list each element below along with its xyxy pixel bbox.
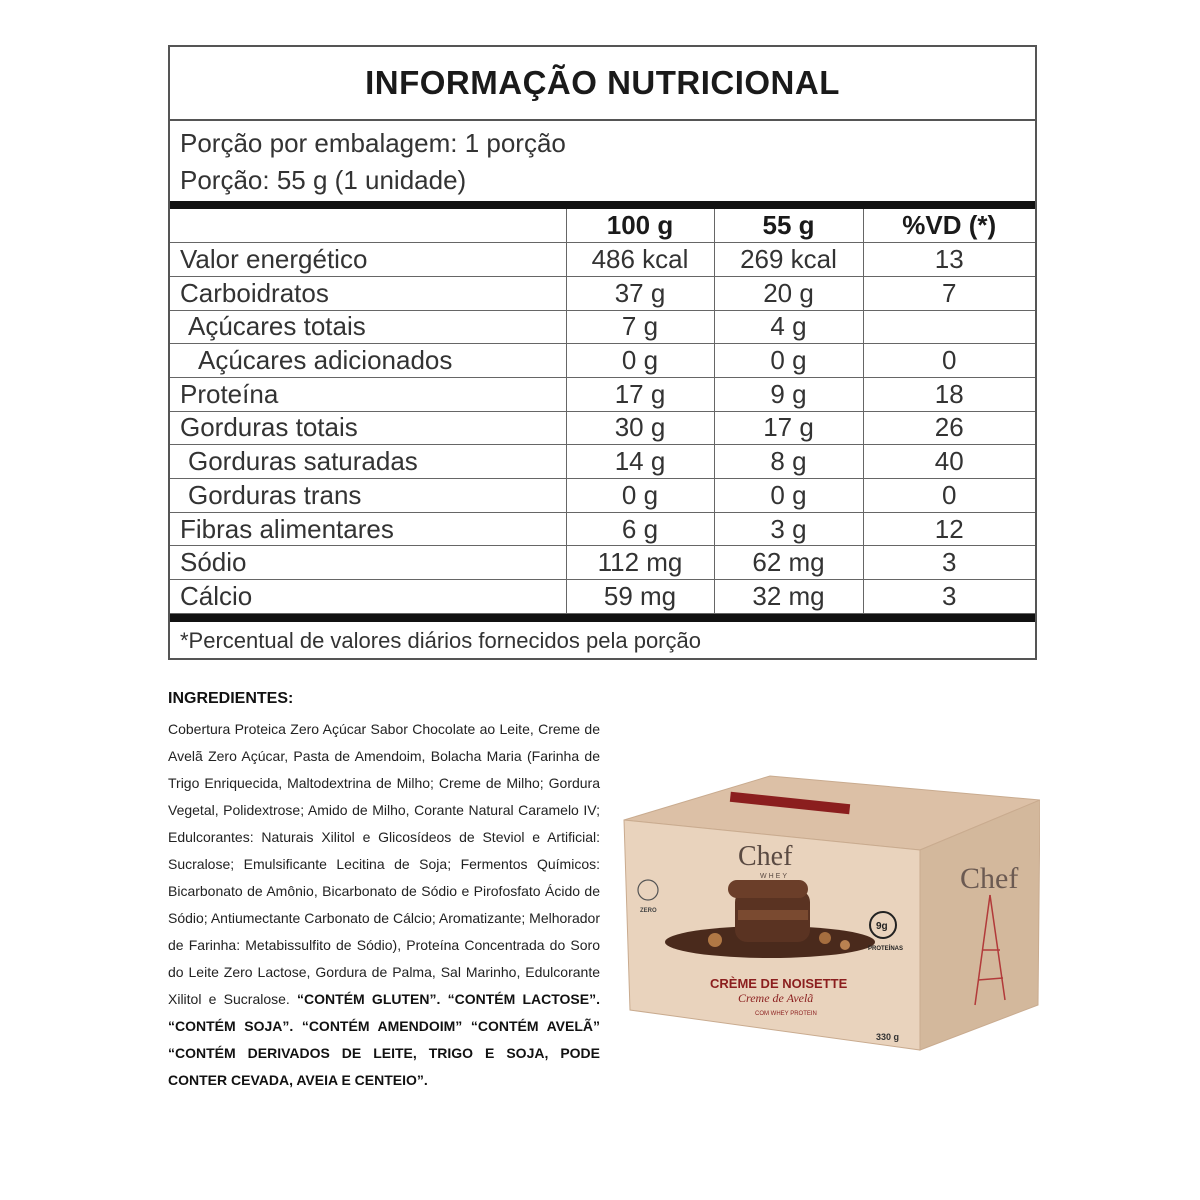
divider-bar-bottom	[170, 614, 1035, 622]
row-value-100g: 0 g	[566, 344, 714, 378]
row-value-100g: 37 g	[566, 276, 714, 310]
row-value-100g: 17 g	[566, 377, 714, 411]
product-name: CRÈME DE NOISETTE	[710, 976, 848, 991]
table-row	[170, 512, 1035, 546]
row-value-55g: 32 mg	[714, 580, 863, 614]
row-value-55g: 269 kcal	[714, 243, 863, 277]
row-value-55g: 20 g	[714, 276, 863, 310]
row-label: Gorduras totais	[170, 411, 566, 445]
hazelnut	[708, 933, 722, 947]
ingredients-section	[168, 690, 600, 1094]
row-value-55g: 9 g	[714, 377, 863, 411]
nutrition-footnote: *Percentual de valores diários fornecidos pela porção	[180, 627, 701, 653]
row-value-100g: 6 g	[566, 512, 714, 546]
row-value-100g: 30 g	[566, 411, 714, 445]
row-label: Fibras alimentares	[170, 512, 566, 546]
brand-sub: WHEY	[760, 873, 789, 880]
nutrition-table	[168, 45, 1037, 660]
allergen-warnings: “CONTÉM GLUTEN”. “CONTÉM LACTOSE”. “CONTÉM SOJA”. “CONTÉM AMENDOIM” “CONTÉM AVELÃ” “CONTÉM DERIVADOS DE LEITE, TRIGO E SOJA, PODE CONTER CEVADA, AVEIA E CENTEIO”.	[168, 991, 600, 1088]
row-label: Sódio	[170, 546, 566, 580]
ingredients-title: INGREDIENTES:	[168, 690, 294, 707]
brand-logo: Chef	[738, 841, 793, 872]
row-label: Carboidratos	[170, 276, 566, 310]
protein-amount: 9g	[876, 921, 888, 932]
table-header-row	[170, 209, 1035, 243]
row-value-vd: 26	[863, 411, 1035, 445]
row-value-55g: 4 g	[714, 310, 863, 344]
portion-info	[170, 121, 1035, 201]
table-row	[170, 377, 1035, 411]
table-row	[170, 243, 1035, 277]
row-value-100g: 14 g	[566, 445, 714, 479]
row-value-55g: 62 mg	[714, 546, 863, 580]
header-100g: 100 g	[566, 209, 714, 243]
row-value-vd: 3	[863, 580, 1035, 614]
row-value-vd: 0	[863, 479, 1035, 513]
ingredients-text	[168, 716, 600, 1094]
product-subtitle: Creme de Avelã	[738, 991, 814, 1005]
hazelnut	[819, 932, 831, 944]
row-value-vd: 18	[863, 377, 1035, 411]
protein-label: PROTEÍNAS	[868, 946, 904, 952]
row-value-100g: 486 kcal	[566, 243, 714, 277]
table-row	[170, 411, 1035, 445]
row-label: Gorduras saturadas	[170, 445, 566, 479]
row-value-55g: 0 g	[714, 479, 863, 513]
row-value-100g: 0 g	[566, 479, 714, 513]
header-vd: %VD (*)	[863, 209, 1035, 243]
row-value-55g: 17 g	[714, 411, 863, 445]
row-value-55g: 0 g	[714, 344, 863, 378]
row-value-vd: 7	[863, 276, 1035, 310]
portion-size: Porção: 55 g (1 unidade)	[180, 165, 467, 195]
portion-per-package: Porção por embalagem: 1 porção	[180, 128, 566, 158]
row-value-vd: 12	[863, 512, 1035, 546]
table-row	[170, 276, 1035, 310]
table-row	[170, 344, 1035, 378]
row-label: Proteína	[170, 377, 566, 411]
row-value-100g: 59 mg	[566, 580, 714, 614]
row-value-vd: 0	[863, 344, 1035, 378]
row-value-55g: 3 g	[714, 512, 863, 546]
row-value-55g: 8 g	[714, 445, 863, 479]
table-row	[170, 310, 1035, 344]
product-image	[620, 770, 1040, 1060]
table-row	[170, 580, 1035, 614]
table-row	[170, 445, 1035, 479]
net-weight: 330 g	[876, 1032, 900, 1042]
row-label: Açúcares totais	[170, 310, 566, 344]
row-value-vd: 3	[863, 546, 1035, 580]
row-value-100g: 7 g	[566, 310, 714, 344]
table-row	[170, 479, 1035, 513]
row-label: Cálcio	[170, 580, 566, 614]
header-55g: 55 g	[714, 209, 863, 243]
side-brand-logo: Chef	[960, 862, 1019, 895]
row-label: Açúcares adicionados	[170, 344, 566, 378]
zero-label: ZERO	[640, 908, 657, 914]
table-row	[170, 546, 1035, 580]
header-empty	[170, 209, 566, 243]
row-value-vd	[863, 310, 1035, 344]
row-value-vd: 40	[863, 445, 1035, 479]
row-value-vd: 13	[863, 243, 1035, 277]
with-whey: COM WHEY PROTEIN	[755, 1011, 817, 1017]
nutrition-title: INFORMAÇÃO NUTRICIONAL	[170, 47, 1035, 121]
ingredients-list: Cobertura Proteica Zero Açúcar Sabor Chocolate ao Leite, Creme de Avelã Zero Açúcar, Pasta de Amendoim, Bolacha Maria (Farinha de Trigo Enriquecida, Maltodextrina de Milho; Creme de Milho; Gordura Vegetal, Polidextrose; Amido de Milho, Corante Natural Caramelo IV; Edulcorantes: Naturais Xilitol e Glicosídeos de Steviol e Artificial: Sucralose; Emulsificante Lecitina de Soja; Fermentos Químicos: Bicarbonato de Amônio, Bicarbonato de Sódio e Pirofosfato Ácido de Sódio; Antiumectante Carbonato de Cálcio; Aromatizante; Melhorador de Farinha: Metabissulfito de Sódio), Proteína Concentrada do Soro do Leite Zero Lactose, Gordura de Palma, Sal Marinho, Edulcorante Xilitol e Sucralose.	[168, 721, 600, 1007]
row-value-100g: 112 mg	[566, 546, 714, 580]
divider-bar	[170, 201, 1035, 209]
hazelnut	[840, 940, 850, 950]
nutrition-grid	[170, 209, 1035, 614]
row-label: Valor energético	[170, 243, 566, 277]
row-label: Gorduras trans	[170, 479, 566, 513]
